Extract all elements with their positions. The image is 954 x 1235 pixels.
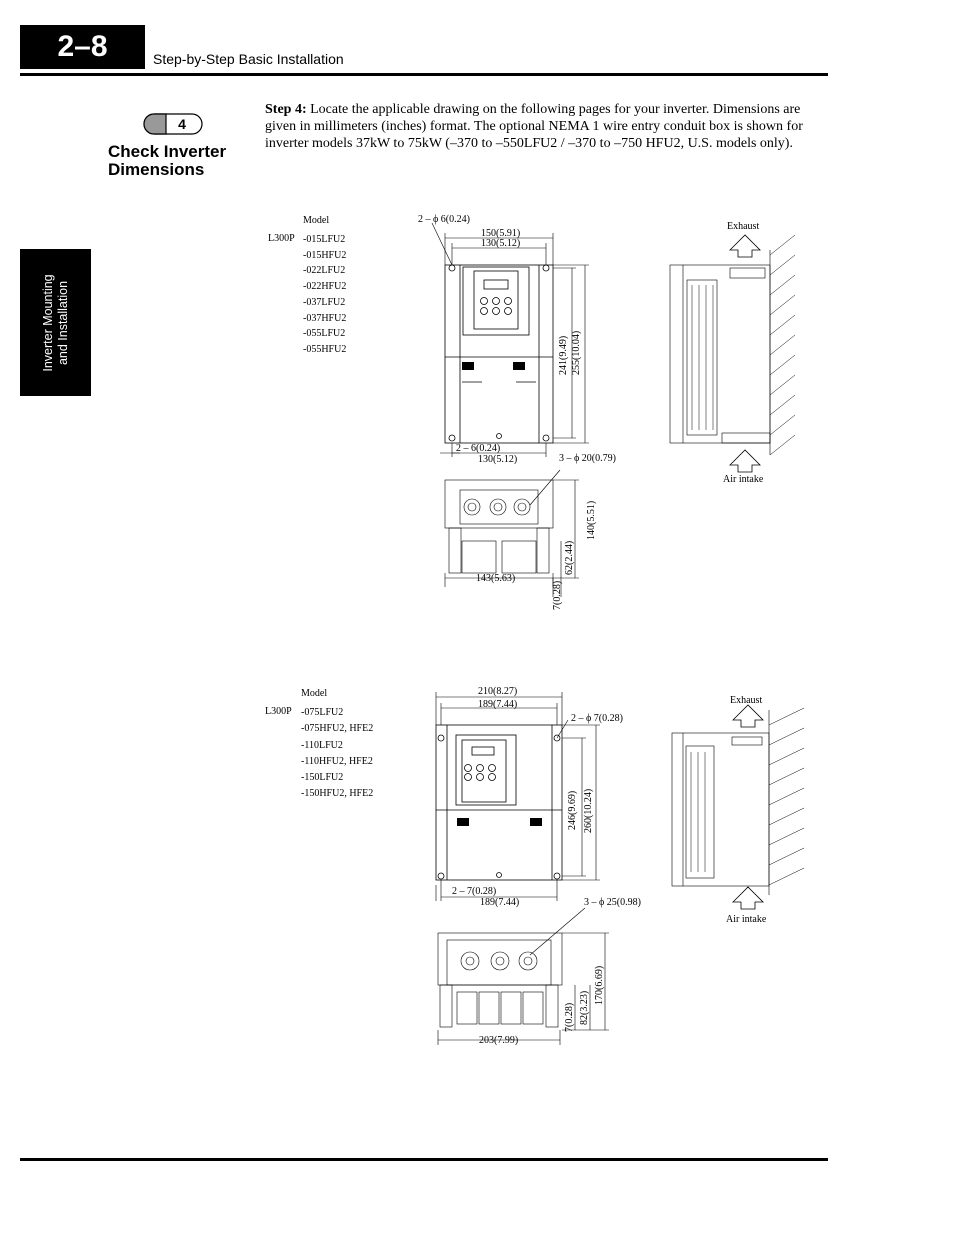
footer-rule — [20, 1158, 828, 1161]
page-number: 2–8 — [20, 25, 145, 69]
d2-hole-top: 2 – ϕ 7(0.28) — [571, 713, 623, 724]
model-item: -015HFU2 — [303, 249, 347, 261]
d2-exhaust-label: Exhaust — [730, 695, 763, 706]
d1-exhaust-label: Exhaust — [727, 221, 760, 232]
side-tab-line-1: Inverter Mounting — [40, 273, 55, 372]
step-description — [265, 101, 825, 152]
model-item: -110LFU2 — [301, 739, 343, 751]
d1-width-outer: 150(5.91) — [481, 228, 521, 239]
d1-side-outline — [670, 265, 770, 443]
d2-series: L300P — [265, 706, 292, 717]
d1-depth-part: 62(2.44) — [564, 540, 575, 575]
model-item: -075LFU2 — [301, 707, 344, 718]
d2-exhaust-arrow — [733, 705, 763, 727]
d1-height-outer: 255(10.04) — [571, 330, 582, 375]
d2-side-outline — [672, 733, 769, 886]
d2-model-list — [301, 705, 373, 803]
d1-dimension-drawing — [400, 205, 820, 625]
model-item: -150LFU2 — [301, 772, 344, 784]
model-item: -150HFU2, HFE2 — [301, 788, 374, 800]
d1-air-intake-label: Air intake — [723, 474, 764, 485]
d2-front-outline — [436, 725, 562, 880]
d2-width-outer: 210(8.27) — [478, 686, 518, 697]
header-rule — [20, 73, 828, 76]
side-tab-label — [41, 274, 71, 371]
step-badge-number: 4 — [178, 116, 186, 132]
step-badge — [142, 112, 206, 136]
d2-height-outer: 260(10.24) — [583, 788, 594, 833]
model-item: -055HFU2 — [303, 343, 347, 355]
d1-front-outline — [445, 265, 553, 443]
d1-knockouts: 3 – ϕ 20(0.79) — [559, 453, 616, 464]
d2-height-inner: 246(9.69) — [567, 790, 578, 830]
d2-model-header: Model — [301, 688, 328, 699]
model-item: -055LFU2 — [303, 328, 346, 340]
d1-intake-arrow — [730, 450, 760, 472]
d1-width-inner-top: 130(5.12) — [481, 238, 521, 249]
d2-depth-total: 170(6.69) — [594, 965, 605, 1005]
section-title: Step-by-Step Basic Installation — [153, 51, 344, 67]
d2-depth-part: 82(3.23) — [579, 990, 590, 1025]
step-title-line-2: Dimensions — [108, 160, 205, 179]
step-body: Locate the applicable drawing on the following pages for your inverter. Dimensions are given in millimeters (inches) format. The optional NEMA 1 wire entry conduit box is shown for inverter models 37kW to 75kW (–370 to –550LFU2 / –370 to –750 HFU2, U.S. models only). — [265, 102, 803, 151]
d1-depth-total: 140(5.51) — [586, 500, 597, 540]
step-title-line-1: Check Inverter — [108, 142, 227, 161]
d1-model-list — [303, 232, 346, 358]
d1-width-inner-bottom: 130(5.12) — [478, 454, 518, 465]
model-item: -015LFU2 — [303, 234, 346, 245]
d2-air-intake-label: Air intake — [726, 914, 767, 925]
step-label: Step 4: — [265, 102, 307, 117]
d1-offset: 7(0.28) — [552, 580, 563, 610]
d2-width-inner-top: 189(7.44) — [478, 699, 518, 710]
d1-height-inner: 241(9.49) — [558, 335, 569, 375]
d2-knockouts: 3 – ϕ 25(0.98) — [584, 897, 641, 908]
d2-bottom-outline — [438, 933, 562, 985]
model-item: -075HFU2, HFE2 — [301, 723, 374, 735]
d2-intake-arrow — [733, 887, 763, 909]
d1-hole-bottom: 2 – 6(0.24) — [456, 443, 501, 454]
d1-hole-top: 2 – ϕ 6(0.24) — [418, 214, 470, 225]
model-item: -022LFU2 — [303, 265, 346, 277]
d2-bottom-width: 203(7.99) — [479, 1035, 519, 1046]
chapter-side-tab — [20, 249, 91, 396]
d2-dimension-drawing — [400, 680, 820, 1060]
d2-width-inner-bottom: 189(7.44) — [480, 897, 520, 908]
model-item: -110HFU2, HFE2 — [301, 755, 373, 767]
d1-bottom-width: 143(5.63) — [476, 573, 516, 584]
d1-bottom-outline — [445, 480, 553, 528]
d2-hole-bottom: 2 – 7(0.28) — [452, 886, 497, 897]
d1-model-header: Model — [303, 215, 330, 226]
side-tab-line-2: and Installation — [55, 280, 70, 365]
d1-exhaust-arrow — [730, 235, 760, 257]
d1-series: L300P — [268, 233, 295, 244]
step-title — [108, 143, 226, 179]
model-item: -022HFU2 — [303, 281, 347, 293]
model-item: -037HFU2 — [303, 312, 347, 324]
model-item: -037LFU2 — [303, 296, 346, 308]
d2-offset: 7(0.28) — [564, 1002, 575, 1032]
